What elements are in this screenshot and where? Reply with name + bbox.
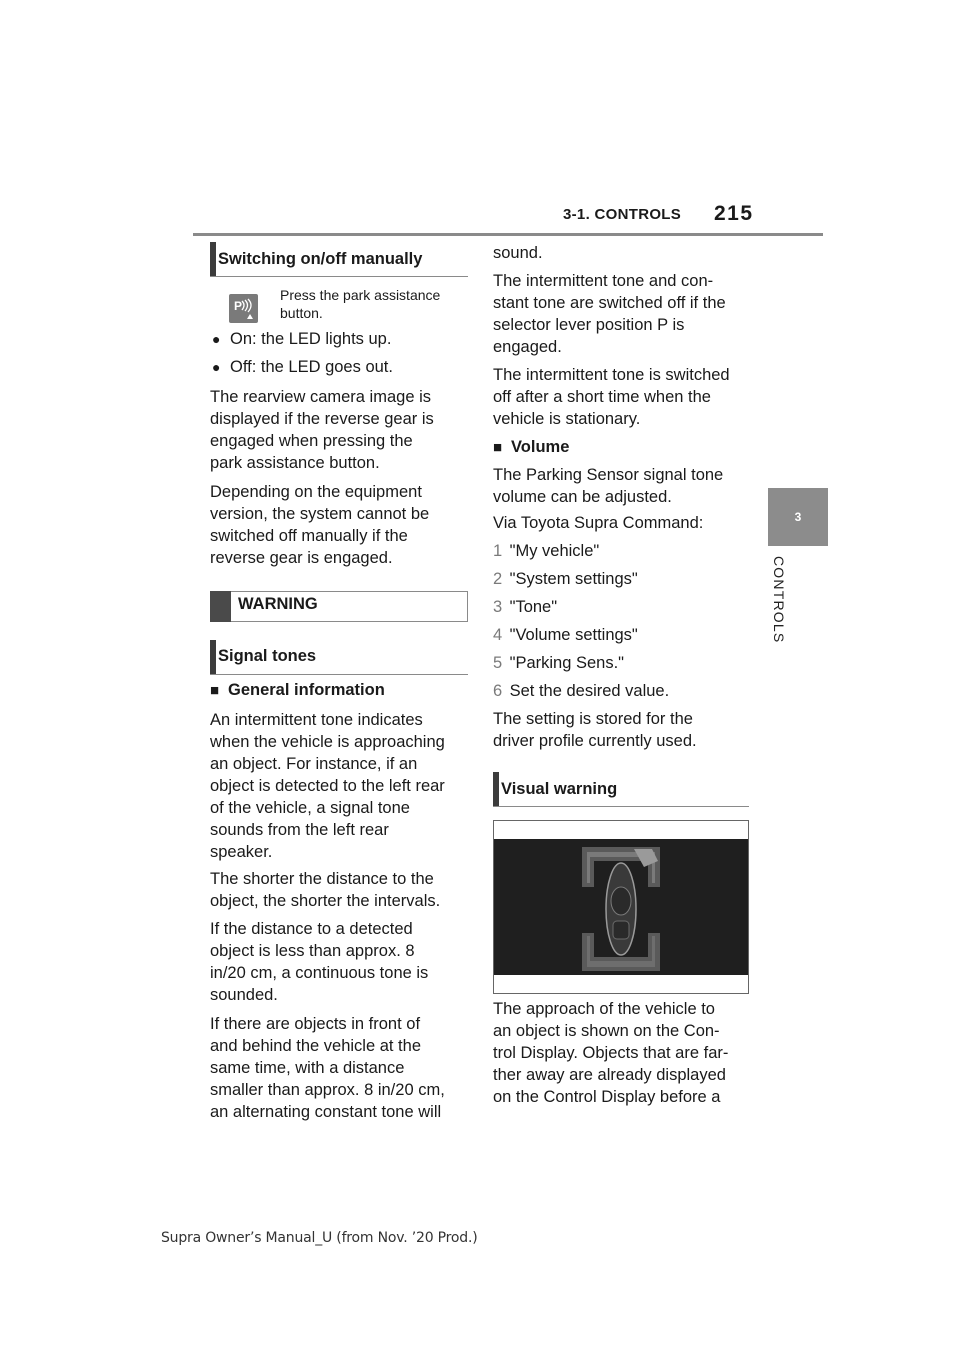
- paragraph-via: Via Toyota Supra Command:: [493, 514, 704, 532]
- icon-caption: [280, 286, 470, 322]
- section-title: 3-1. CONTROLS: [563, 206, 682, 223]
- bullet-icon: ●: [212, 331, 221, 347]
- footer-text: Supra Owner’s Manual_U (from Nov. ’20 Prod.): [161, 1230, 478, 1246]
- step-item: 1 "My vehicle": [493, 542, 600, 560]
- step-item: 2 "System settings": [493, 570, 638, 588]
- park-assist-button-icon: [229, 294, 258, 323]
- square-bullet-icon: ■: [493, 439, 503, 456]
- bullet-text: On: the LED lights up.: [230, 330, 392, 348]
- bullet-item: [212, 358, 393, 377]
- paragraph-depending: Depending on the equipment version, the system cannot be switched off manually if the reverse gear is engaged.: [210, 483, 430, 567]
- paragraph-objects: If there are objects in front of and behind the vehicle at the same time, with a distance smaller than approx. 8 in/20 cm, an alternating constant tone will: [210, 1015, 445, 1121]
- paragraph-short-time: The intermittent tone is switched off after a short time when the vehicle is stationary.: [493, 366, 730, 428]
- header-rule: [193, 233, 823, 236]
- heading-rule: [210, 276, 468, 277]
- paragraph-stored: The setting is stored for the driver profile currently used.: [493, 710, 697, 750]
- warning-label: WARNING: [238, 595, 318, 613]
- bullet-item: [212, 330, 391, 349]
- page-number: 215: [714, 202, 754, 225]
- paragraph-shorter: The shorter the distance to the object, the shorter the intervals.: [210, 870, 441, 910]
- chapter-number: 3: [794, 510, 802, 524]
- step-item: 4 "Volume settings": [493, 626, 638, 644]
- heading-rule: [493, 806, 749, 807]
- icon-caption-line: button.: [280, 305, 323, 321]
- bullet-text: Off: the LED goes out.: [230, 358, 393, 376]
- paragraph-switched-off: The intermittent tone and con- stant tone are switched off if the selector lever position P is engaged.: [493, 272, 726, 356]
- control-display-screen: [494, 839, 748, 975]
- icon-caption-line: Press the park assistance: [280, 287, 441, 303]
- paragraph-intermittent: An intermittent tone indicates when the vehicle is approaching an object. For instance, if an object is detected to the left rear of the vehicle, a signal tone sounds from the left rear speaker.: [210, 711, 445, 861]
- step-item: 5 "Parking Sens.": [493, 654, 625, 672]
- heading-visual-warning: Visual warning: [501, 780, 618, 798]
- heading-switching: Switching on/off manually: [218, 250, 423, 268]
- subhead-general: ■ General information: [210, 681, 385, 699]
- parking-sensor-illustration: [494, 839, 748, 975]
- paragraph-rearview: The rearview camera image is displayed if the reverse gear is engaged when pressing the park assistance button.: [210, 388, 434, 472]
- warning-bar: [210, 591, 231, 622]
- paragraph-volume: The Parking Sensor signal tone volume can be adjusted.: [493, 466, 724, 506]
- paragraph-distance: If the distance to a detected object is less than approx. 8 in/20 cm, a continuous tone is sounded.: [210, 920, 429, 1004]
- square-bullet-icon: ■: [210, 682, 220, 699]
- paragraph-sound: sound.: [493, 244, 543, 262]
- svg-text:P: P: [234, 299, 243, 313]
- bullet-icon: ●: [212, 359, 221, 375]
- heading-signal-tones: Signal tones: [218, 647, 317, 665]
- paragraph-approach: The approach of the vehicle to an object is shown on the Con- trol Display. Objects that are far- ther away are already displayed on the Control Display before a: [493, 1000, 729, 1106]
- heading-rule: [210, 674, 468, 675]
- subhead-volume: ■ Volume: [493, 436, 569, 459]
- step-item: 3 "Tone": [493, 598, 558, 616]
- step-item: 6 Set the desired value.: [493, 682, 670, 700]
- chapter-label: CONTROLS: [771, 556, 787, 644]
